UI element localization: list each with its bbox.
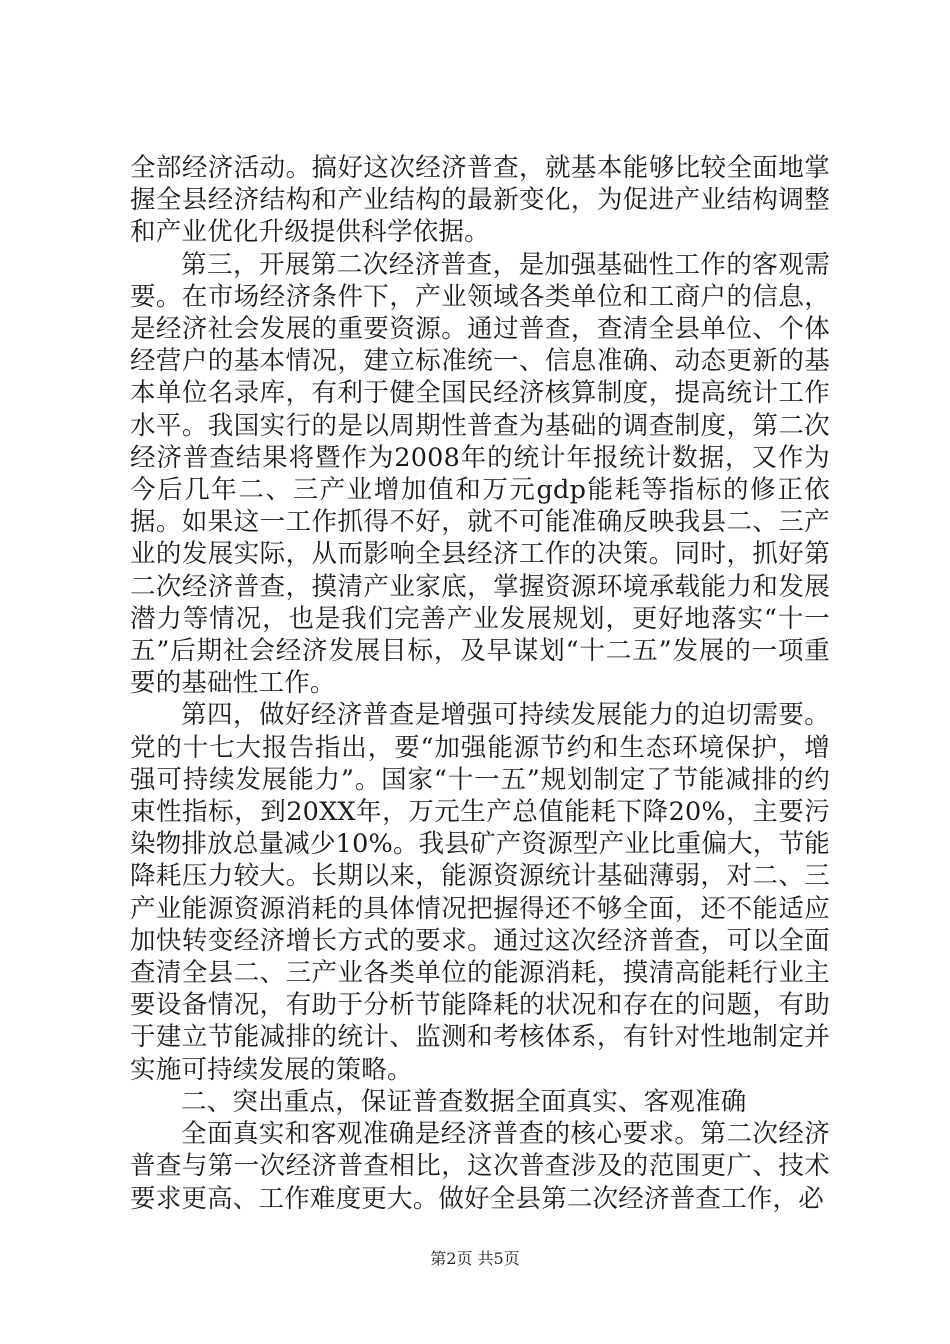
section-heading: 二、突出重点，保证普查数据全面真实、客观准确 <box>181 1086 747 1117</box>
paragraph-continuation: 全部经济活动。搞好这次经济普查，就基本能够比较全面地掌握全县经济结构和产业结构的最新变化，为促进产业结构调整和产业优化升级提供科学依据。 <box>130 153 830 248</box>
page-footer: 第2页 共5页 <box>430 1249 520 1268</box>
paragraph-section-intro: 全面真实和客观准确是经济普查的核心要求。第二次经济普查与第一次经济普查相比，这次普查涉及的范围更广、技术要求更高、工作难度更大。做好全县第二次经济普查工作，必 <box>130 1119 830 1214</box>
paragraph-fourth-point: 第四，做好经济普查是增强可持续发展能力的迫切需要。党的十七大报告指出，要“加强能源节约和生态环境保护，增强可持续发展能力”。国家“十一五”规划制定了节能减排的约束性指标，到20XX年，万元生产总值能耗下降20%，主要污染物排放总量减少10%。我县矿产资源型产业比重偏大，节能降耗压力较大。长期以来，能源资源统计基础薄弱，对二、三产业能源资源消耗的具体情况把握得还不够全面，还不能适应加快转变经济增长方式的要求。通过这次经济普查，可以全面查清全县二、三产业各类单位的能源消耗，摸清高能耗行业主要设备情况，有助于分析节能降耗的状况和存在的问题，有助于建立节能减排的统计、监测和考核体系，有针对性地制定并实施可持续发展的策略。 <box>130 700 830 1085</box>
paragraph-third-point: 第三，开展第二次经济普查，是加强基础性工作的客观需要。在市场经济条件下，产业领域各类单位和工商户的信息，是经济社会发展的重要资源。通过普查，查清全县单位、个体经营户的基本情况，建立标准统一、信息准确、动态更新的基本单位名录库，有利于健全国民经济核算制度，提高统计工作水平。我国实行的是以周期性普查为基础的调查制度，第二次经济普查结果将暨作为2008年的统计年报统计数据，又作为今后几年二、三产业增加值和万元gdp能耗等指标的修正依据。如果这一工作抓得不好，就不可能准确反映我县二、三产业的发展实际，从而影响全县经济工作的决策。同时，抓好第二次经济普查，摸清产业家底，掌握资源环境承载能力和发展潜力等情况，也是我们完善产业发展规划，更好地落实“十一五”后期社会经济发展目标，及早谋划“十二五”发展的一项重要的基础性工作。 <box>130 249 830 699</box>
document-body <box>130 152 830 1215</box>
